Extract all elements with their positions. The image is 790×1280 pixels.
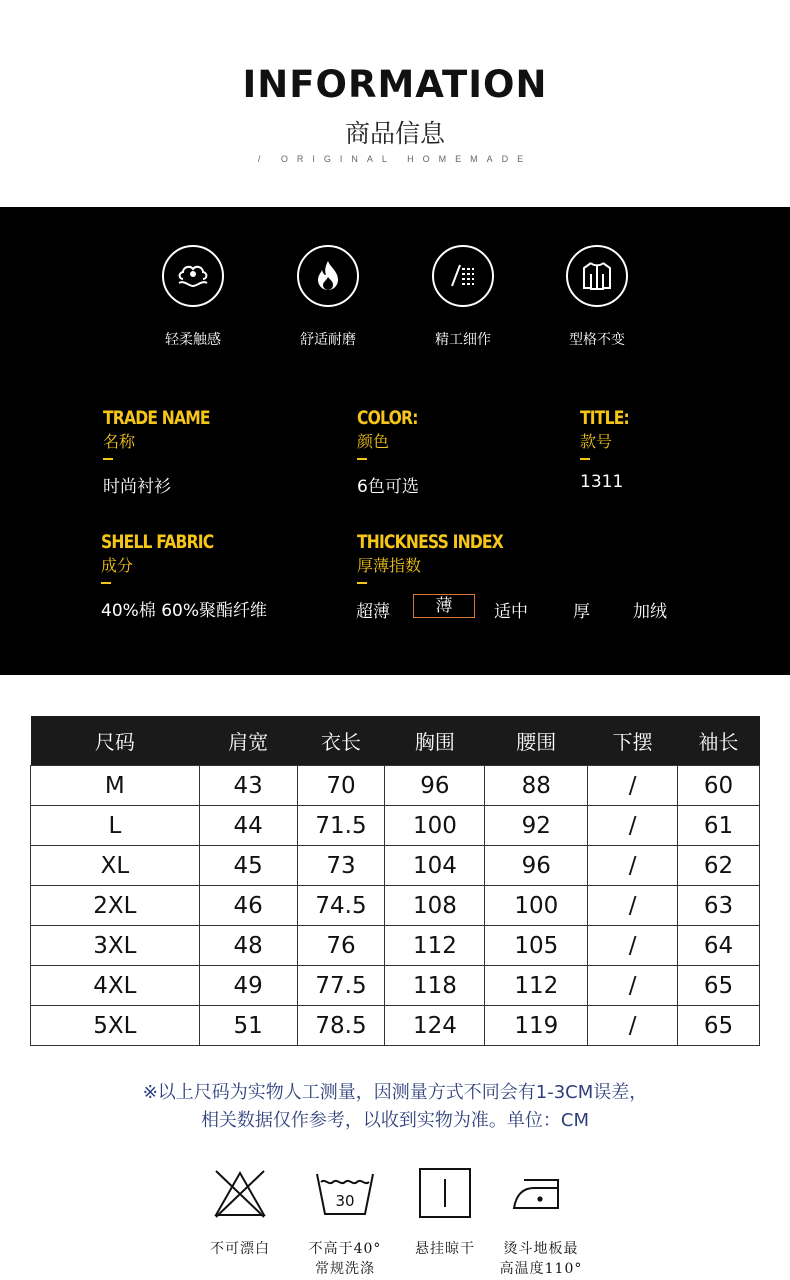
table-cell: 62 — [678, 846, 760, 886]
table-cell: 100 — [485, 886, 588, 926]
field-value: 1311 — [580, 472, 624, 492]
care-label: 不高于40° 常规洗涤 — [308, 1241, 382, 1277]
table-cell: 63 — [678, 886, 760, 926]
table-cell: 118 — [385, 966, 485, 1006]
table-cell: / — [588, 766, 678, 806]
table-cell: / — [588, 846, 678, 886]
table-cell: 96 — [385, 766, 485, 806]
table-header-row — [31, 716, 760, 766]
feature-soft-touch — [133, 245, 253, 349]
field-label-cn: 款号 — [580, 432, 613, 451]
product-info-panel — [0, 207, 790, 675]
field-label-cn: 厚薄指数 — [357, 556, 422, 575]
field-thickness — [357, 531, 535, 584]
field-label-en: COLOR: — [357, 407, 418, 429]
table-cell: M — [31, 766, 200, 806]
table-cell: 61 — [678, 806, 760, 846]
table-cell: 100 — [385, 806, 485, 846]
table-cell: 112 — [385, 926, 485, 966]
table-cell: 112 — [485, 966, 588, 1006]
feature-label: 轻柔触感 — [165, 332, 221, 348]
table-cell: 65 — [678, 966, 760, 1006]
table-cell: / — [588, 966, 678, 1006]
table-cell: 4XL — [31, 966, 200, 1006]
wash-temperature: 30 — [335, 1192, 355, 1210]
hang-dry-icon — [390, 1163, 500, 1223]
care-wash — [290, 1163, 400, 1279]
table-cell: XL — [31, 846, 200, 886]
flame-icon — [297, 245, 359, 307]
measurement-note-line1: ※以上尺码为实物人工测量，因测量方式不同会有1-3CM误差， — [142, 1082, 648, 1103]
field-label-en: TRADE NAME — [103, 407, 210, 429]
care-iron — [486, 1163, 596, 1279]
table-cell: 64 — [678, 926, 760, 966]
table-cell: 105 — [485, 926, 588, 966]
care-label: 烫斗地板最 高温度110° — [499, 1241, 583, 1277]
feature-durable — [268, 245, 388, 349]
table-row — [31, 966, 760, 1006]
needle-stitch-icon — [432, 245, 494, 307]
field-label-cn: 名称 — [103, 432, 136, 451]
table-cell: / — [588, 1006, 678, 1046]
field-label-cn: 成分 — [101, 556, 134, 575]
care-label: 不可漂白 — [210, 1241, 270, 1257]
field-label-en: SHELL FABRIC — [101, 531, 214, 553]
feature-label: 型格不变 — [569, 332, 625, 348]
thickness-option: 适中 — [494, 602, 528, 622]
table-cell: 77.5 — [297, 966, 385, 1006]
column-header: 胸围 — [385, 716, 485, 766]
thickness-option: 超薄 — [356, 602, 390, 622]
column-header: 下摆 — [588, 716, 678, 766]
divider — [103, 458, 113, 460]
divider — [101, 582, 111, 584]
table-cell: 2XL — [31, 886, 200, 926]
table-row — [31, 846, 760, 886]
table-cell: 65 — [678, 1006, 760, 1046]
wash-30-icon — [290, 1163, 400, 1223]
table-cell: 71.5 — [297, 806, 385, 846]
care-no-bleach — [185, 1163, 295, 1259]
column-header: 衣长 — [297, 716, 385, 766]
table-cell: 43 — [199, 766, 297, 806]
table-cell: 108 — [385, 886, 485, 926]
feature-label: 舒适耐磨 — [300, 332, 356, 348]
table-cell: 46 — [199, 886, 297, 926]
divider — [357, 582, 367, 584]
table-cell: 73 — [297, 846, 385, 886]
feature-shape-retention — [537, 245, 657, 349]
thickness-scale — [356, 597, 686, 621]
table-cell: 119 — [485, 1006, 588, 1046]
table-cell: 104 — [385, 846, 485, 886]
field-label-en: THICKNESS INDEX — [357, 531, 503, 553]
field-value: 时尚衬衫 — [103, 477, 171, 497]
column-header: 袖长 — [678, 716, 760, 766]
divider — [357, 458, 367, 460]
table-row — [31, 926, 760, 966]
tagline: / ORIGINAL HOMEMADE — [257, 154, 533, 164]
iron-icon — [486, 1163, 596, 1223]
table-row — [31, 766, 760, 806]
jacket-icon — [566, 245, 628, 307]
divider — [580, 458, 590, 460]
thickness-option: 厚 — [573, 602, 590, 622]
table-cell: 60 — [678, 766, 760, 806]
page-subtitle: 商品信息 — [344, 119, 445, 148]
table-cell: 51 — [199, 1006, 297, 1046]
field-value: 40%棉 60%聚酯纤维 — [101, 601, 267, 621]
table-cell: 124 — [385, 1006, 485, 1046]
table-cell: 78.5 — [297, 1006, 385, 1046]
table-cell: / — [588, 886, 678, 926]
feature-craftsmanship — [403, 245, 523, 349]
table-cell: 45 — [199, 846, 297, 886]
field-shell-fabric — [101, 531, 267, 621]
table-cell: 74.5 — [297, 886, 385, 926]
table-row — [31, 886, 760, 926]
table-cell: 48 — [199, 926, 297, 966]
care-hang-dry — [390, 1163, 500, 1259]
table-cell: 49 — [199, 966, 297, 1006]
care-label: 悬挂晾干 — [415, 1241, 475, 1257]
table-row — [31, 1006, 760, 1046]
table-cell: 44 — [199, 806, 297, 846]
table-cell: / — [588, 926, 678, 966]
column-header: 肩宽 — [199, 716, 297, 766]
cloud-hand-icon — [162, 245, 224, 307]
table-cell: 96 — [485, 846, 588, 886]
field-value: 6色可选 — [357, 477, 419, 497]
column-header: 腰围 — [485, 716, 588, 766]
measurement-note-line2: 相关数据仅作参考，以收到实物为准。单位：CM — [200, 1110, 590, 1131]
table-cell: / — [588, 806, 678, 846]
field-trade-name — [103, 407, 233, 497]
thickness-option: 加绒 — [633, 602, 667, 622]
no-bleach-icon — [185, 1163, 295, 1223]
table-cell: 3XL — [31, 926, 200, 966]
column-header: 尺码 — [31, 716, 200, 766]
thickness-option-selected: 薄 — [413, 594, 475, 618]
feature-label: 精工细作 — [435, 332, 491, 348]
table-row — [31, 806, 760, 846]
field-label-en: TITLE: — [580, 407, 629, 429]
field-label-cn: 颜色 — [357, 432, 390, 451]
table-cell: L — [31, 806, 200, 846]
table-cell: 5XL — [31, 1006, 200, 1046]
field-title — [580, 407, 640, 492]
table-cell: 88 — [485, 766, 588, 806]
field-color — [357, 407, 431, 497]
size-table — [30, 716, 760, 1046]
table-cell: 70 — [297, 766, 385, 806]
page-title: INFORMATION — [242, 63, 548, 106]
table-cell: 92 — [485, 806, 588, 846]
table-cell: 76 — [297, 926, 385, 966]
info-header — [0, 0, 790, 207]
